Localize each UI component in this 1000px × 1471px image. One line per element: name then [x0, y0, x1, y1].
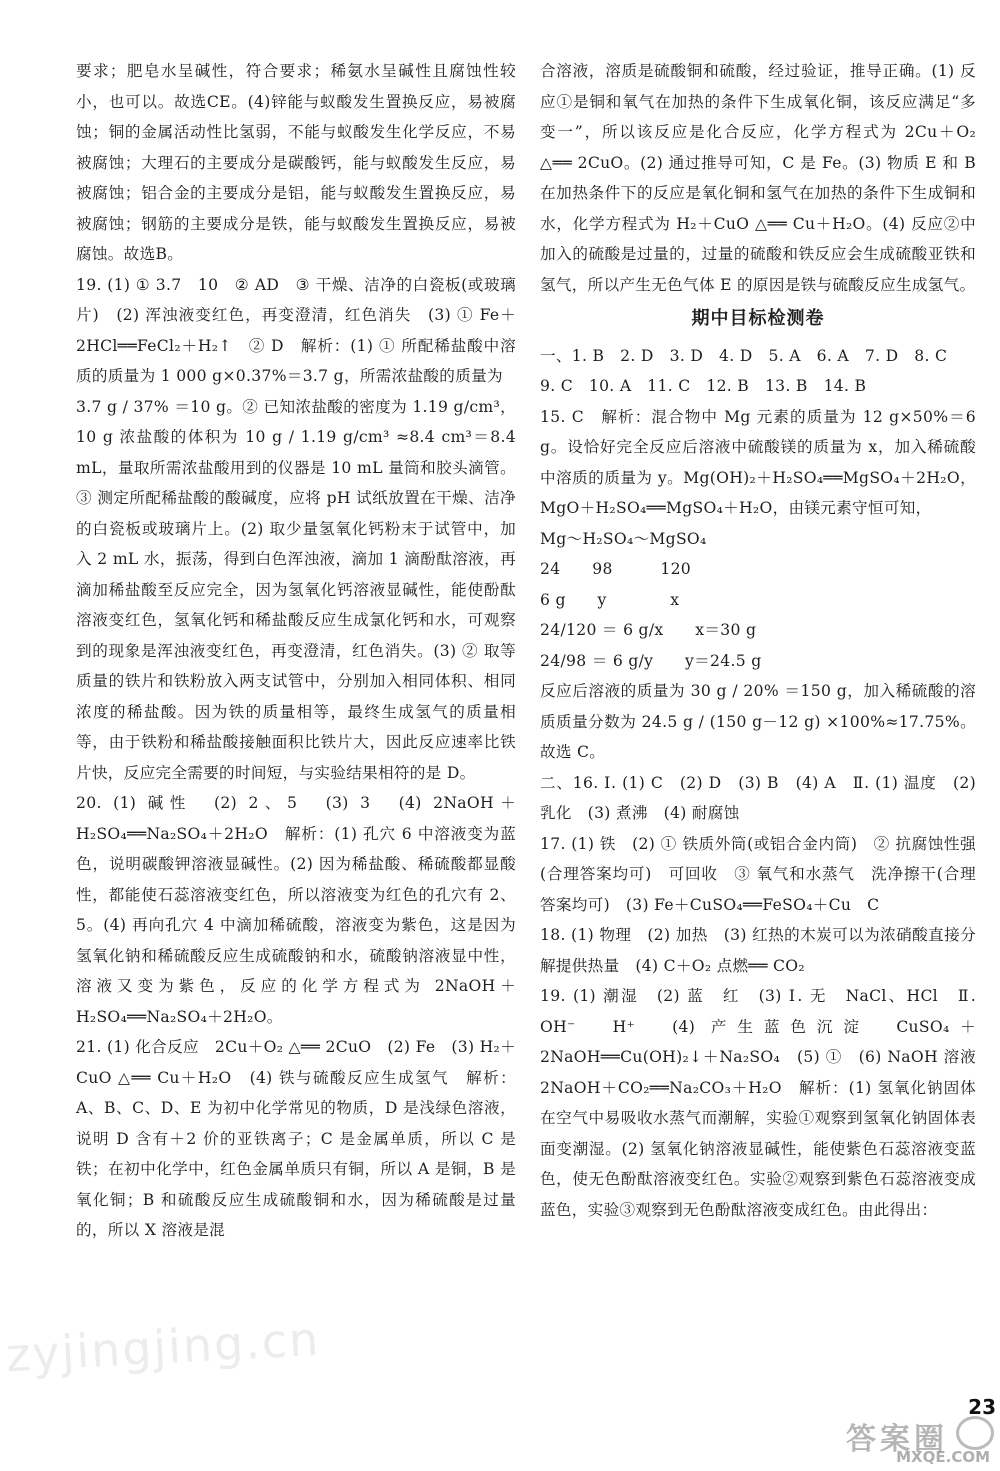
seal-icon: [956, 1416, 994, 1450]
watermark-logo: [814, 1414, 994, 1466]
page-number: 23: [968, 1395, 996, 1419]
left-para-q21: 21. (1) 化合反应 2Cu＋O₂ △══ 2CuO (2) Fe (3) H₂＋CuO △══ Cu＋H₂O (4) 铁与硫酸反应生成氢气 解析：A、B、C、D、E 为初中化学常见的物质，D 是浅绿色溶液，说明 D 含有＋2 价的亚铁离子；C 是金属单质，所以 C 是铁；在初中化学中，红色金属单质只有铜，所以 A 是铜，B 是氧化铜；B 和硫酸反应生成硫酸铜和水，因为稀硫酸是过量的，所以 X 溶液是混: [76, 1038, 516, 1239]
left-column: [76, 56, 516, 1246]
q15-eq-x: 24/120 ＝ 6 g/x x＝30 g: [540, 621, 757, 639]
answers-9-14: 9. C 10. A 11. C 12. B 13. B 14. B: [540, 377, 867, 395]
watermark-url: MXQE.COM: [896, 1448, 990, 1466]
answer-q15: 15. C 解析：混合物中 Mg 元素的质量为 12 g×50%＝6 g。设恰好完全反应后溶液中硫酸镁的质量为 x，加入稀硫酸中溶质的质量为 y。Mg(OH)₂＋H₂SO₄══MgSO₄＋2H₂O，MgO＋H₂SO₄══MgSO₄＋H₂O，由镁元素守恒可知，: [540, 407, 976, 517]
left-para-1: 要求；肥皂水呈碱性，符合要求；稀氨水呈碱性且腐蚀性较小，也可以。故选CE。(4)锌能与蚁酸发生置换反应，易被腐蚀；铜的金属活动性比氢弱，不能与蚁酸发生化学反应，不易被腐蚀；大理石的主要成分是碳酸钙，能与蚁酸发生反应，易被腐蚀；铝合金的主要成分是铝，能与蚁酸发生置换反应，易被腐蚀；钢筋的主要成分是铁，能与蚁酸发生置换反应，易被腐蚀。故选B。: [76, 62, 516, 263]
answer-q16: 二、16. Ⅰ. (1) C (2) D (3) B (4) A Ⅱ. (1) 温度 (2) 乳化 (3) 煮沸 (4) 耐腐蚀: [540, 773, 976, 822]
answers-1-8: 一、1. B 2. D 3. D 4. D 5. A 6. A 7. D 8. C: [540, 346, 948, 365]
right-para-q21-cont: 合溶液，溶质是硫酸铜和硫酸，经过验证，推导正确。(1) 反应①是铜和氧气在加热的条件下生成氧化铜，该反应满足“多变一”，所以该反应是化合反应，化学方程式为 2Cu＋O₂ △══ 2CuO。(2) 通过推导可知，C 是 Fe。(3) 物质 E 和 B 在加热条件下的反应是氧化铜和氢气在加热的条件下生成铜和水，化学方程式为 H₂＋CuO △══ Cu＋H₂O。(4) 反应②中加入的硫酸是过量的，过量的硫酸和铁反应会生成硫酸亚铁和氢气，所以产生无色气体 E 的原因是铁与硫酸反应生成氢气。: [540, 62, 976, 294]
watermark-left: zyjingjing.cn: [4, 1311, 322, 1383]
right-column: [540, 56, 992, 1225]
q15-eq-y: 24/98 ＝ 6 g/y y＝24.5 g: [540, 651, 762, 670]
watermark-brand: 答案圈: [846, 1422, 948, 1457]
answer-q18: 18. (1) 物理 (2) 加热 (3) 红热的木炭可以为浓硝酸直接分解提供热量 (4) C＋O₂ 点燃══ CO₂: [540, 926, 976, 975]
left-para-q19: 19. (1) ① 3.7 10 ② AD ③ 干燥、洁净的白瓷板(或玻璃片) (2) 浑浊液变红色，再变澄清，红色消失 (3) ① Fe＋2HCl══FeCl₂＋H₂↑ ② D 解析：(1) ① 所配稀盐酸中溶质的质量为 1 000 g×0.37%＝3.7 g，所需浓盐酸的质量为: [76, 275, 516, 385]
q15-ratio-table: Mg～H₂SO₄～MgSO₄ 24 98 120 6 g y x: [540, 529, 707, 609]
answer-q17: 17. (1) 铁 (2) ① 铁质外筒(或铝合金内筒) ② 抗腐蚀性强(合理答案均可) 可回收 ③ 氧气和水蒸气 洗净擦干(合理答案均可) (3) Fe＋CuSO₄══FeSO₄＋Cu C: [540, 834, 976, 914]
left-para-q20: 20. (1) 碱性 (2) 2、5 (3) 3 (4) 2NaOH＋H₂SO₄══Na₂SO₄＋2H₂O 解析：(1) 孔穴 6 中溶液变为蓝色，说明碳酸钾溶液显碱性。(2) 因为稀盐酸、稀硫酸都显酸性，都能使石蕊溶液变红色，所以溶液变为红色的孔穴有 2、5。(4) 再向孔穴 4 中滴加稀硫酸，溶液变为紫色，这是因为氢氧化钠和稀硫酸反应生成硫酸钠和水，硫酸钠溶液显中性，溶液又变为紫色，反应的化学方程式为 2NaOH＋H₂SO₄══Na₂SO₄＋2H₂O。: [76, 794, 516, 1026]
left-para-q19-analysis: 3.7 g / 37% ＝10 g。② 已知浓盐酸的密度为 1.19 g/cm³，10 g 浓盐酸的体积为 10 g / 1.19 g/cm³ ≈8.4 cm³＝8.4 mL，量取所需浓盐酸用到的仪器是 10 mL 量筒和胶头滴管。③ 测定所配稀盐酸的酸碱度，应将 pH 试纸放置在干燥、洁净的白瓷板或玻璃片上。(2) 取少量氢氧化钙粉末于试管中，加入 2 mL 水，振荡，得到白色浑浊液，滴加 1 滴酚酞溶液，再滴加稀盐酸至反应完全，因为氢氧化钙溶液显碱性，能使酚酞溶液变红色，氢氧化钙和稀盐酸反应生成氯化钙和水，可观察到的现象是浑浊液变红色，再变澄清，红色消失。(3) ② 取等质量的铁片和铁粉放入两支试管中，分别加入相同体积、相同浓度的稀盐酸。因为铁的质量相等，最终生成氢气的质量相等，由于铁粉和稀盐酸接触面积比铁片大，因此反应速率比铁片快，反应完全需要的时间短，与实验结果相符的是 D。: [76, 397, 516, 782]
q15-result: 反应后溶液的质量为 30 g / 20% ＝150 g，加入稀硫酸的溶质质量分数为 24.5 g / (150 g－12 g) ×100%≈17.75%。故选 C。: [540, 682, 976, 761]
section-title: 期中目标检测卷: [691, 308, 825, 329]
answer-q19: 19. (1) 潮湿 (2) 蓝 红 (3) Ⅰ. 无 NaCl、HCl Ⅱ. OH⁻ H⁺ (4) 产生蓝色沉淀 CuSO₄＋2NaOH══Cu(OH)₂↓＋Na₂SO₄ (5) ① (6) NaOH 溶液 2NaOH＋CO₂══Na₂CO₃＋H₂O 解析：(1) 氢氧化钠固体在空气中易吸收水蒸气而潮解，实验①观察到氢氧化钠固体表面变潮湿。(2) 氢氧化钠溶液显碱性，能使紫色石蕊溶液变蓝色，使无色酚酞溶液变红色。实验②观察到紫色石蕊溶液变成蓝色，实验③观察到无色酚酞溶液变成红色。由此得出：: [540, 987, 992, 1219]
